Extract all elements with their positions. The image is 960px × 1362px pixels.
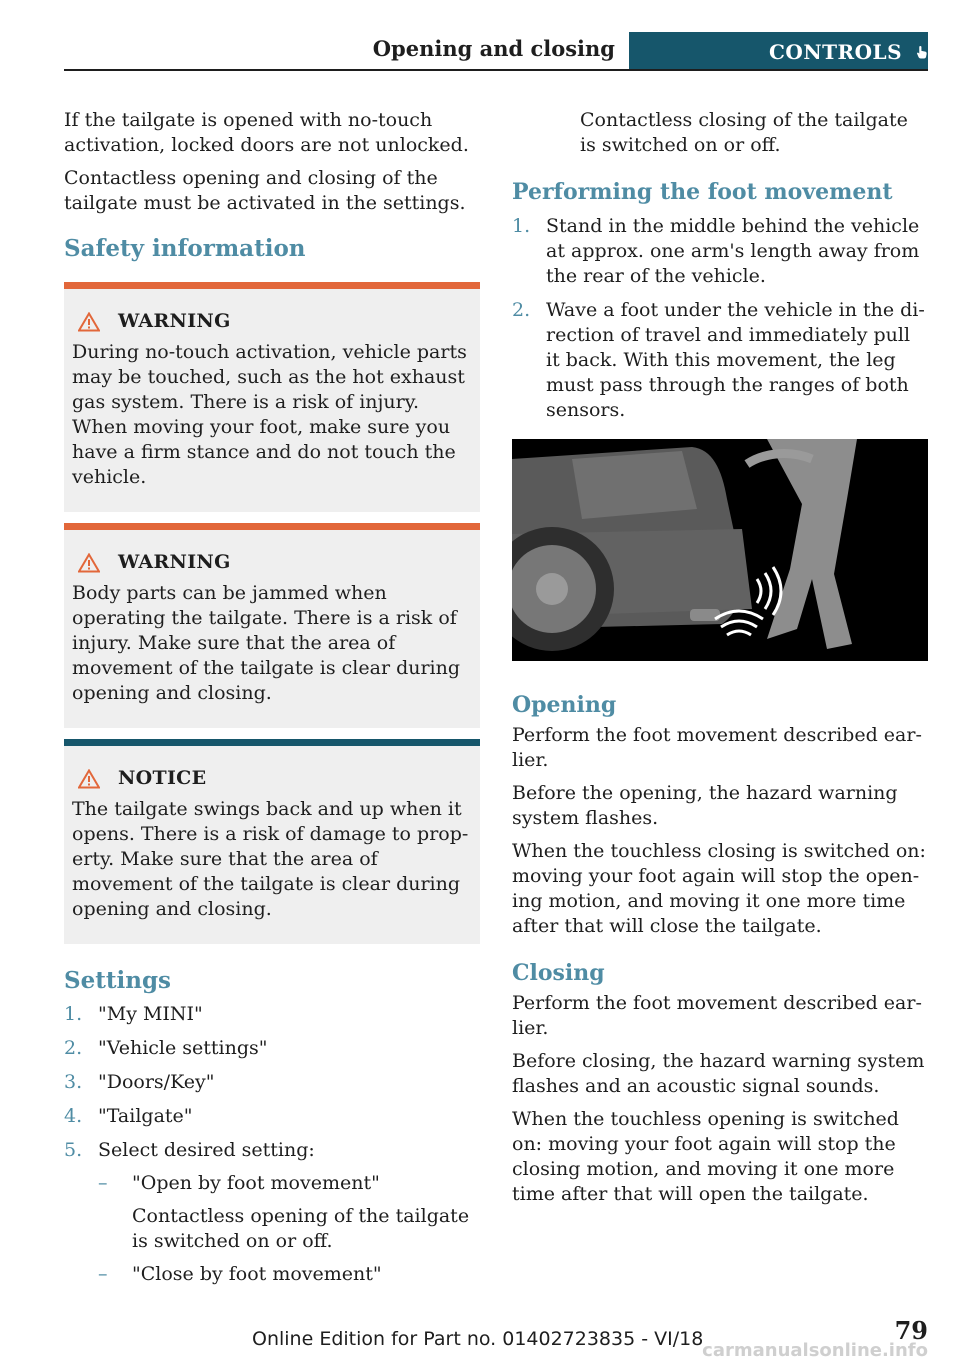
notice-text: The tailgate swings back and up when it opens. There is a risk of damage to property. Make sure that the area of movement of the tailgate is clear during opening and closing. [72, 798, 469, 920]
intro-paragraph: Contactless opening and closing of the tailgate must be activated in the settings. [64, 167, 466, 214]
list-item: 5. Select desired setting: [64, 1139, 315, 1161]
warning-triangle-icon [78, 312, 100, 332]
settings-steps [64, 1002, 480, 1163]
settings-heading: Settings [64, 967, 171, 994]
foot-movement-heading: Performing the foot movement [512, 179, 893, 205]
left-column [64, 108, 480, 1287]
option-description: Contactless opening of the tailgate is switched on or off. [132, 1205, 470, 1252]
list-item: 4. "Tailgate" [64, 1105, 193, 1127]
notice-box [64, 739, 480, 944]
foot-movement-illustration [512, 439, 928, 661]
opening-heading: Opening [512, 692, 617, 718]
warning-text: Body parts can be jammed when operating the tailgate. There is a risk of injury. Make sure that the area of movement of the tailgate is clear during opening and closing. [72, 582, 461, 704]
page-number: 79 [894, 1316, 928, 1345]
warning-label: WARNING [118, 551, 231, 573]
list-item: 1. Stand in the middle behind the vehicle at approx. one arm's length away from the rear of the vehicle. [512, 215, 920, 287]
closing-paragraph: Perform the foot movement described earlier. [512, 992, 922, 1039]
list-item: 2. "Vehicle settings" [64, 1037, 268, 1059]
warning-triangle-icon [78, 553, 100, 573]
warning-head [72, 309, 472, 334]
option-description: Contactless closing of the tailgate is switched on or off. [580, 109, 908, 156]
watermark: carmanualsonline.info [702, 1340, 928, 1361]
hand-pointer-icon [916, 39, 928, 65]
chapter-tab [629, 32, 928, 71]
list-item: 2. Wave a foot under the vehicle in the direction of travel and immediately pull it back. With this movement, the leg must pass through the ranges of both sensors. [512, 299, 925, 421]
chapter-tab-label: CONTROLS [769, 39, 903, 64]
option-item: – "Close by foot movement" [98, 1263, 382, 1285]
safety-heading: Safety information [64, 235, 306, 262]
warning-text: During no-touch activation, vehicle parts may be touched, such as the hot exhaust gas system. There is a risk of injury. When moving your foot, make sure you have a firm stance and do not touch the vehicle. [72, 341, 467, 488]
section-title: Opening and closing [372, 36, 615, 61]
closing-paragraph: Before closing, the hazard warning system flashes and an acoustic signal sounds. [512, 1050, 925, 1097]
header-rule [64, 69, 928, 71]
warning-triangle-icon [78, 769, 100, 789]
notice-head [72, 766, 472, 791]
warning-head [72, 550, 472, 575]
opening-paragraph: When the touchless closing is switched on: moving your foot again will stop the opening motion, and moving it one more time after that will close the tailgate. [512, 840, 926, 937]
closing-heading: Closing [512, 960, 605, 986]
warning-box [64, 523, 480, 728]
list-item: 3. "Doors/Key" [64, 1071, 215, 1093]
foot-steps [512, 214, 928, 423]
option-item: – "Open by foot movement" [98, 1172, 380, 1194]
warning-box [64, 282, 480, 512]
intro-paragraph: If the tailgate is opened with no-touch activation, locked doors are not unlocked. [64, 109, 469, 156]
closing-paragraph: When the touchless opening is switched on: moving your foot again will stop the closing motion, and moving it one more time after that will open the tailgate. [512, 1108, 899, 1205]
notice-label: NOTICE [118, 767, 207, 789]
list-item: 1. "My MINI" [64, 1003, 203, 1025]
warning-label: WARNING [118, 310, 231, 332]
opening-paragraph: Perform the foot movement described earlier. [512, 724, 922, 771]
footer-edition: Online Edition for Part no. 01402723835 - VI/18 [252, 1328, 704, 1350]
right-column [512, 108, 928, 1215]
opening-paragraph: Before the opening, the hazard warning system flashes. [512, 782, 898, 829]
